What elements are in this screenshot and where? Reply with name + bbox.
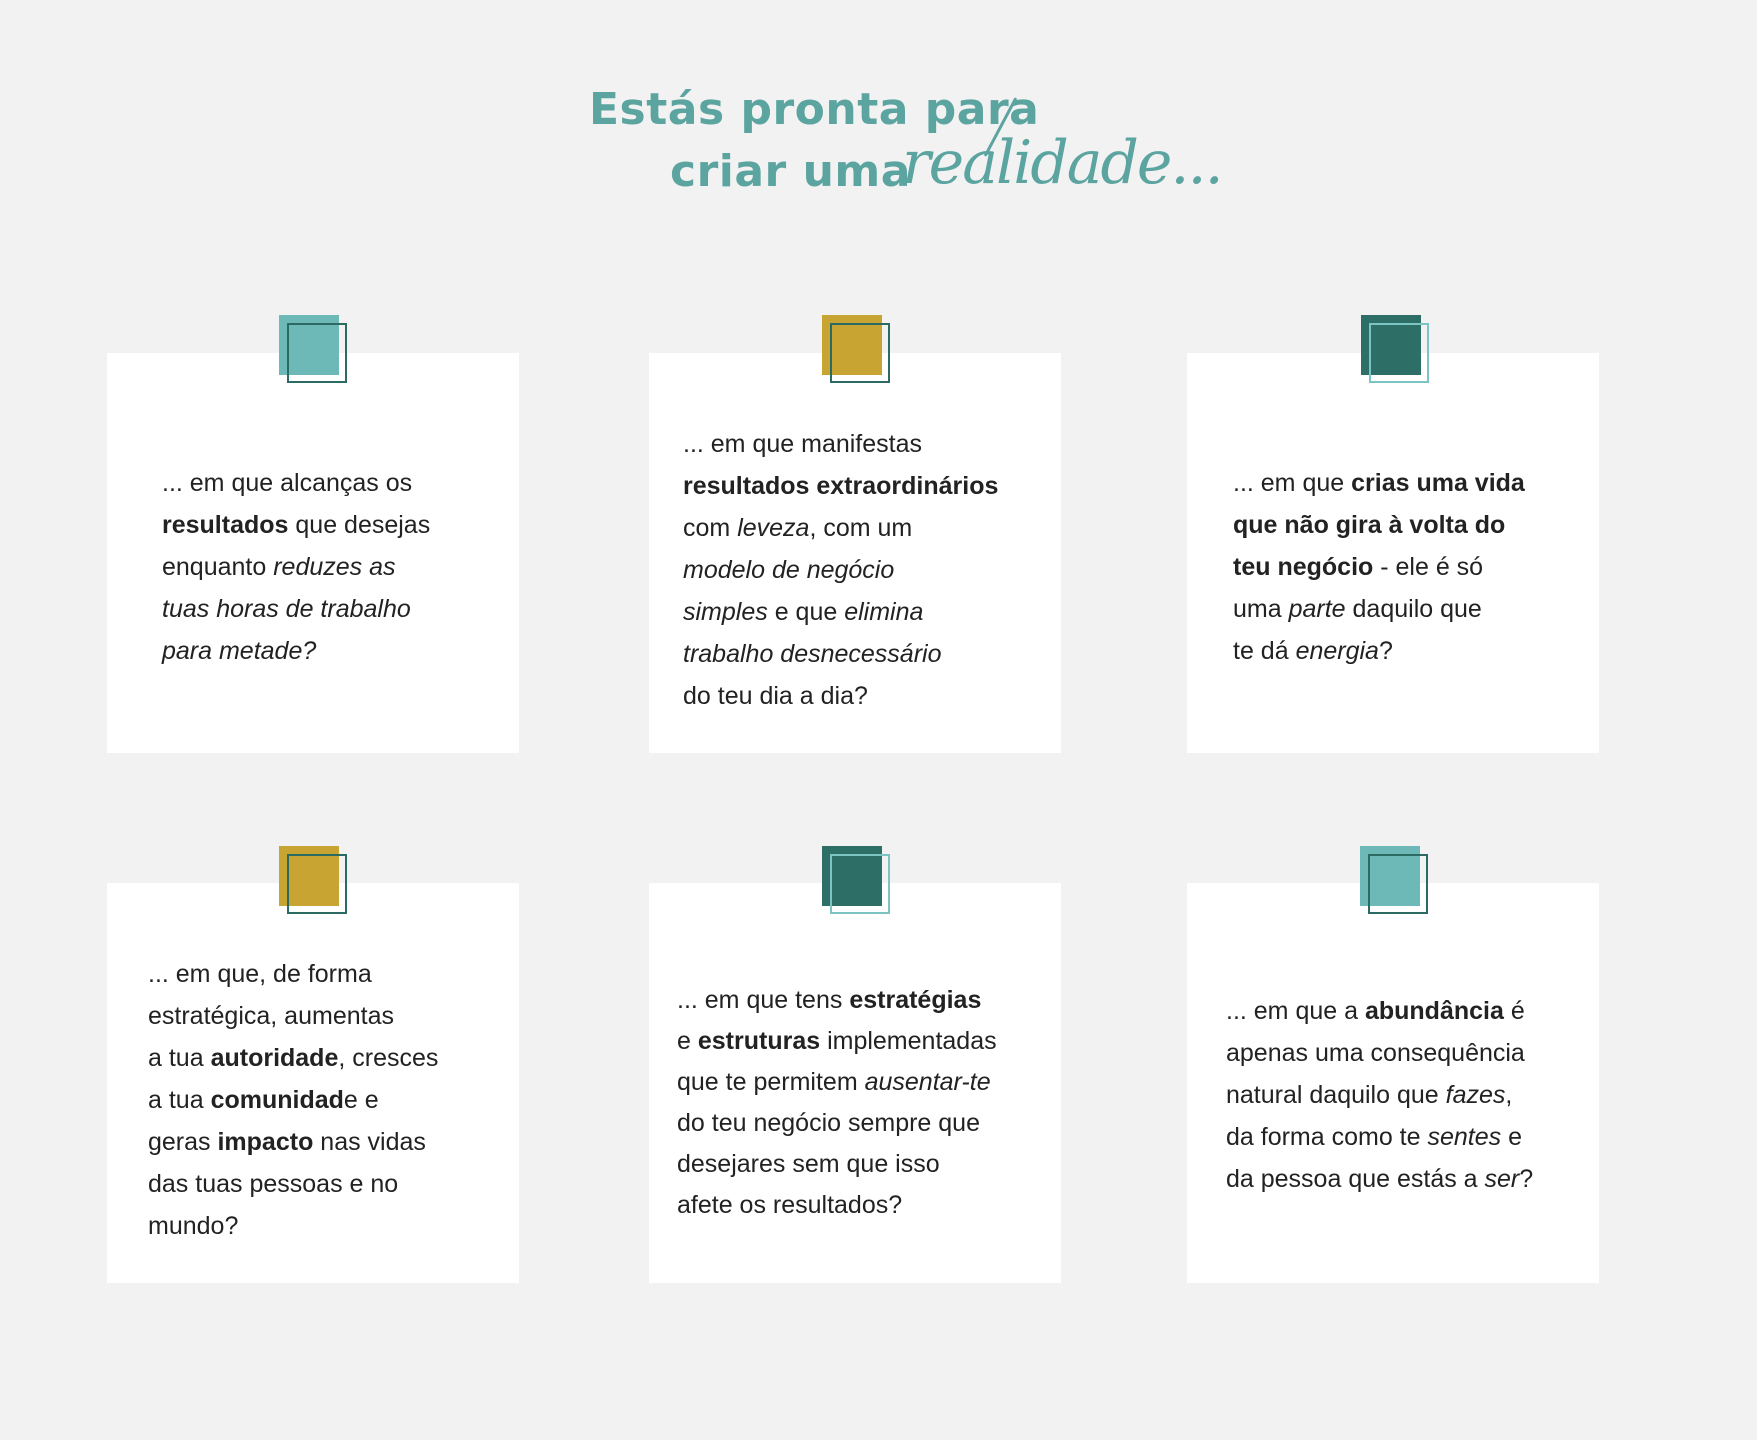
text-segment: e e <box>343 1086 379 1114</box>
text-segment: ... em que a <box>1226 997 1365 1025</box>
italic-text: parte <box>1288 595 1346 623</box>
card-text-line <box>1226 1032 1533 1074</box>
text-segment: das tuas pessoas e no <box>148 1170 399 1198</box>
italic-text: simples <box>683 598 768 626</box>
card-text-line <box>148 1121 438 1163</box>
text-segment: ... em que manifestas <box>683 430 923 458</box>
italic-text: reduzes as <box>273 553 396 581</box>
card-text <box>677 980 997 1226</box>
bold-text: crias uma vida <box>1351 469 1525 497</box>
italic-text: para metade? <box>162 637 317 665</box>
italic-text: ser <box>1484 1165 1520 1193</box>
card-text-line <box>1226 1158 1533 1200</box>
text-segment: enquanto <box>162 553 274 581</box>
text-segment: daquilo que <box>1345 595 1482 623</box>
card-text-line <box>162 504 430 546</box>
text-segment: ... em que tens <box>677 986 850 1014</box>
text-segment: implementadas <box>820 1027 997 1055</box>
text-segment: a tua <box>148 1086 211 1114</box>
card-text-line <box>683 465 998 507</box>
text-segment: - ele é só <box>1373 553 1484 581</box>
text-segment: ? <box>1519 1165 1534 1193</box>
text-segment: e <box>677 1027 698 1055</box>
heading-line-1: Estás pronta para <box>589 84 1040 135</box>
text-segment: com <box>683 514 738 542</box>
square-badge-icon <box>1360 846 1430 916</box>
bold-text: teu negócio <box>1233 553 1374 581</box>
card-text-line <box>683 675 998 717</box>
square-badge-icon <box>822 846 892 916</box>
card-text-line <box>148 953 438 995</box>
card-text-line <box>1233 462 1525 504</box>
italic-text: modelo de negócio <box>683 556 895 584</box>
page-heading <box>560 84 1222 214</box>
text-segment: da pessoa que estás a <box>1226 1165 1485 1193</box>
italic-text: elimina <box>844 598 924 626</box>
text-segment: ... em que alcanças os <box>162 469 413 497</box>
text-segment: estratégica, aumentas <box>148 1002 394 1030</box>
card-text-line <box>677 980 997 1021</box>
card-text-line <box>162 630 430 672</box>
card-text-line <box>683 633 998 675</box>
badge-outline <box>830 854 890 914</box>
card-text-line <box>1226 1116 1533 1158</box>
card-strategies-structures <box>649 883 1061 1283</box>
card-text-line <box>677 1144 997 1185</box>
text-segment: ... em que, de forma <box>148 960 372 988</box>
text-segment: que te permitem <box>677 1068 865 1096</box>
badge-outline <box>1368 854 1428 914</box>
text-segment: natural daquilo que <box>1226 1081 1446 1109</box>
text-segment: da forma como te <box>1226 1123 1428 1151</box>
bold-text: estratégias <box>849 986 982 1014</box>
heading-line-2: criar uma <box>670 146 911 197</box>
card-text-line <box>1233 504 1525 546</box>
badge-outline <box>1369 323 1429 383</box>
bold-text: resultados extraordinários <box>683 472 999 500</box>
card-text-line <box>1226 1074 1533 1116</box>
card-text <box>1226 990 1533 1200</box>
card-text-line <box>677 1062 997 1103</box>
card-text-line <box>162 588 430 630</box>
text-segment: e que <box>767 598 845 626</box>
text-segment: ? <box>1378 637 1393 665</box>
card-text-line <box>677 1103 997 1144</box>
heading-script-word: realidade... <box>902 128 1222 198</box>
card-text-line <box>148 1079 438 1121</box>
card-text-line <box>148 1163 438 1205</box>
text-segment: do teu negócio sempre que <box>677 1109 980 1137</box>
card-text-line <box>677 1185 997 1226</box>
card-text <box>148 953 438 1247</box>
text-segment: do teu dia a dia? <box>683 682 868 710</box>
bold-text: que não gira à volta do <box>1233 511 1506 539</box>
card-text <box>1233 462 1525 672</box>
card-text-line <box>683 507 998 549</box>
italic-text: tuas horas de trabalho <box>162 595 411 623</box>
italic-text: fazes <box>1445 1081 1506 1109</box>
card-authority-community <box>107 883 519 1283</box>
card-text-line <box>677 1021 997 1062</box>
text-segment: mundo? <box>148 1212 239 1240</box>
card-text <box>162 462 430 672</box>
card-abundance <box>1187 883 1599 1283</box>
italic-text: leveza <box>737 514 810 542</box>
text-segment: uma <box>1233 595 1289 623</box>
text-segment: , <box>1505 1081 1513 1109</box>
text-segment: e <box>1501 1123 1523 1151</box>
text-segment: afete os resultados? <box>677 1191 903 1219</box>
card-text-line <box>1226 990 1533 1032</box>
bold-text: comunidad <box>210 1086 344 1114</box>
bold-text: resultados <box>162 511 289 539</box>
card-text <box>683 423 998 717</box>
italic-text: trabalho desnecessário <box>683 640 942 668</box>
badge-outline <box>287 854 347 914</box>
square-badge-icon <box>279 846 349 916</box>
card-results <box>107 353 519 753</box>
text-segment: a tua <box>148 1044 211 1072</box>
card-text-line <box>148 995 438 1037</box>
card-text-line <box>1233 546 1525 588</box>
italic-text: energia <box>1295 637 1379 665</box>
card-text-line <box>162 546 430 588</box>
square-badge-icon <box>822 315 892 385</box>
text-segment: , cresces <box>338 1044 439 1072</box>
card-text-line <box>148 1037 438 1079</box>
text-segment: desejares sem que isso <box>677 1150 940 1178</box>
text-segment: ... em que <box>1233 469 1352 497</box>
text-segment: é <box>1503 997 1525 1025</box>
text-segment: nas vidas <box>313 1128 426 1156</box>
card-text-line <box>148 1205 438 1247</box>
square-badge-icon <box>1361 315 1431 385</box>
text-segment: , com um <box>809 514 913 542</box>
bold-text: estruturas <box>697 1027 821 1055</box>
card-text-line <box>1233 588 1525 630</box>
card-text-line <box>683 591 998 633</box>
card-extraordinary-results <box>649 353 1061 753</box>
bold-text: impacto <box>217 1128 314 1156</box>
text-segment: que desejas <box>288 511 431 539</box>
bold-text: autoridade <box>210 1044 339 1072</box>
badge-outline <box>287 323 347 383</box>
italic-text: ausentar-te <box>864 1068 991 1096</box>
badge-outline <box>830 323 890 383</box>
card-life-not-around-business <box>1187 353 1599 753</box>
text-segment: geras <box>148 1128 218 1156</box>
card-text-line <box>1233 630 1525 672</box>
card-text-line <box>683 549 998 591</box>
card-text-line <box>162 462 430 504</box>
card-text-line <box>683 423 998 465</box>
text-segment: te dá <box>1233 637 1296 665</box>
bold-text: abundância <box>1364 997 1504 1025</box>
square-badge-icon <box>279 315 349 385</box>
italic-text: sentes <box>1427 1123 1502 1151</box>
text-segment: apenas uma consequência <box>1226 1039 1525 1067</box>
